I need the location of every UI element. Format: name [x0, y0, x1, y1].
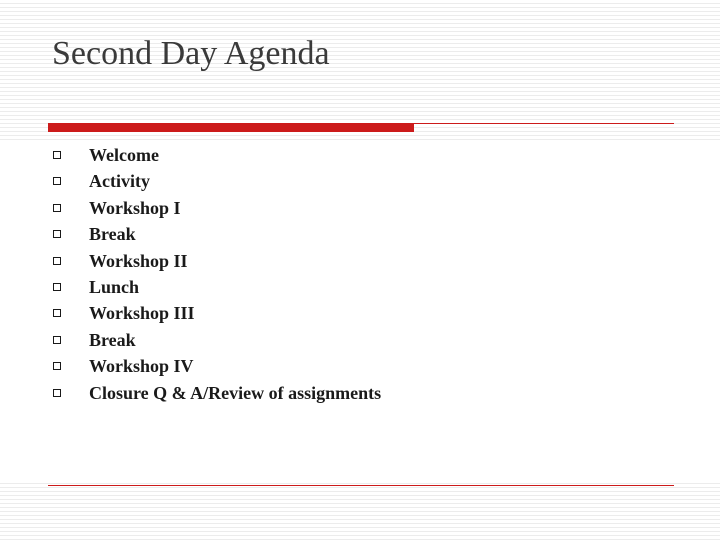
footer-divider-line [48, 485, 674, 486]
agenda-item-label: Closure Q & A/Review of assignments [89, 382, 382, 403]
hollow-square-bullet-icon [53, 204, 61, 212]
agenda-item-label: Welcome [89, 145, 159, 165]
agenda-item-label: Lunch [89, 276, 140, 297]
agenda-item-label: Workshop I [89, 197, 181, 218]
hollow-square-bullet-icon [53, 230, 61, 238]
agenda-item-label: Activity [89, 171, 150, 192]
agenda-item-label: Workshop III [89, 303, 195, 324]
agenda-item-label: Break [89, 329, 136, 350]
agenda-item-label: Workshop IV [89, 356, 194, 377]
hollow-square-bullet-icon [53, 151, 61, 159]
title-area [0, 0, 720, 110]
hollow-square-bullet-icon [53, 309, 61, 317]
slide-title: Second Day Agenda [52, 35, 330, 72]
hollow-square-bullet-icon [53, 283, 61, 291]
hollow-square-bullet-icon [53, 389, 61, 397]
hollow-square-bullet-icon [53, 336, 61, 344]
hollow-square-bullet-icon [53, 362, 61, 370]
agenda-item-label: Workshop II [89, 250, 188, 271]
agenda-item-label: Break [89, 224, 136, 245]
hollow-square-bullet-icon [53, 257, 61, 265]
title-accent-bar [48, 124, 414, 132]
hollow-square-bullet-icon [53, 177, 61, 185]
